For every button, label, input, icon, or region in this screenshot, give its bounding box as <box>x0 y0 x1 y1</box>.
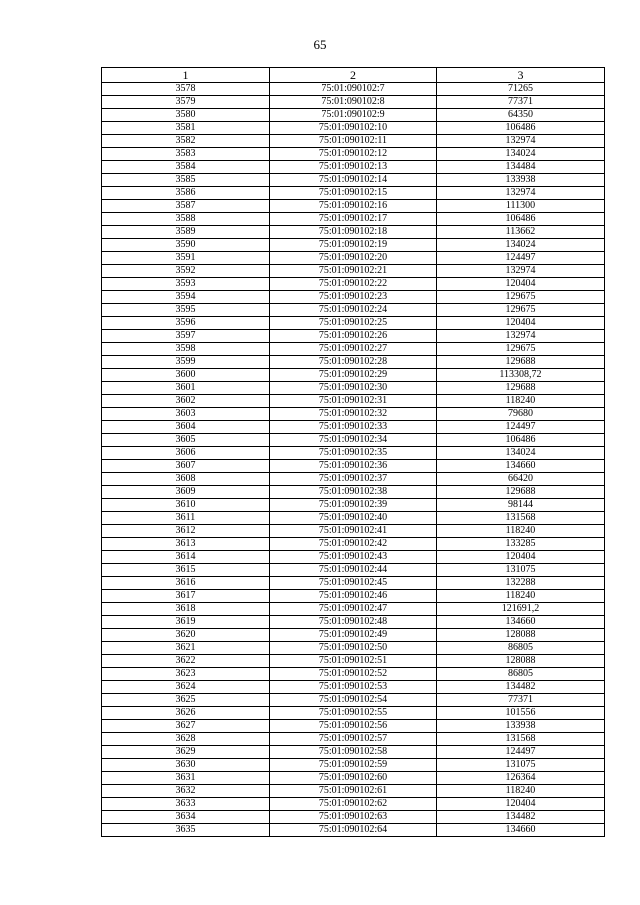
table-row <box>102 447 605 460</box>
row-number-cell: 3602 <box>102 395 270 408</box>
table-row <box>102 759 605 772</box>
table-row <box>102 187 605 200</box>
value-cell: 134660 <box>437 824 605 837</box>
row-number-cell: 3598 <box>102 343 270 356</box>
value-cell: 128088 <box>437 629 605 642</box>
cadastral-number-cell: 75:01:090102:56 <box>270 720 437 733</box>
value-cell: 132974 <box>437 330 605 343</box>
table-row <box>102 577 605 590</box>
cadastral-number-cell: 75:01:090102:37 <box>270 473 437 486</box>
row-number-cell: 3626 <box>102 707 270 720</box>
value-cell: 134482 <box>437 681 605 694</box>
value-cell: 134660 <box>437 616 605 629</box>
value-cell: 106486 <box>437 213 605 226</box>
table-row <box>102 330 605 343</box>
value-cell: 118240 <box>437 395 605 408</box>
row-number-cell: 3588 <box>102 213 270 226</box>
cadastral-number-cell: 75:01:090102:43 <box>270 551 437 564</box>
table-row <box>102 525 605 538</box>
row-number-cell: 3609 <box>102 486 270 499</box>
value-cell: 134024 <box>437 239 605 252</box>
value-cell: 126364 <box>437 772 605 785</box>
cadastral-number-cell: 75:01:090102:19 <box>270 239 437 252</box>
row-number-cell: 3582 <box>102 135 270 148</box>
row-number-cell: 3581 <box>102 122 270 135</box>
cadastral-number-cell: 75:01:090102:58 <box>270 746 437 759</box>
table-row <box>102 200 605 213</box>
row-number-cell: 3623 <box>102 668 270 681</box>
table-row <box>102 733 605 746</box>
cadastral-number-cell: 75:01:090102:24 <box>270 304 437 317</box>
cadastral-number-cell: 75:01:090102:35 <box>270 447 437 460</box>
cadastral-number-cell: 75:01:090102:12 <box>270 148 437 161</box>
value-cell: 71265 <box>437 83 605 96</box>
value-cell: 129675 <box>437 343 605 356</box>
row-number-cell: 3578 <box>102 83 270 96</box>
table-row <box>102 122 605 135</box>
value-cell: 106486 <box>437 122 605 135</box>
row-number-cell: 3628 <box>102 733 270 746</box>
cadastral-number-cell: 75:01:090102:36 <box>270 460 437 473</box>
table-row <box>102 499 605 512</box>
value-cell: 134484 <box>437 161 605 174</box>
value-cell: 111300 <box>437 200 605 213</box>
row-number-cell: 3599 <box>102 356 270 369</box>
value-cell: 132288 <box>437 577 605 590</box>
table-row <box>102 96 605 109</box>
table-row <box>102 603 605 616</box>
cadastral-number-cell: 75:01:090102:51 <box>270 655 437 668</box>
value-cell: 133285 <box>437 538 605 551</box>
value-cell: 77371 <box>437 96 605 109</box>
cadastral-number-cell: 75:01:090102:25 <box>270 317 437 330</box>
table-body <box>102 83 605 837</box>
table-row <box>102 148 605 161</box>
table-row <box>102 434 605 447</box>
table-row <box>102 772 605 785</box>
cadastral-number-cell: 75:01:090102:32 <box>270 408 437 421</box>
row-number-cell: 3595 <box>102 304 270 317</box>
table-row <box>102 707 605 720</box>
table-row <box>102 369 605 382</box>
table-row <box>102 395 605 408</box>
cadastral-number-cell: 75:01:090102:59 <box>270 759 437 772</box>
cadastral-number-cell: 75:01:090102:15 <box>270 187 437 200</box>
cadastral-number-cell: 75:01:090102:20 <box>270 252 437 265</box>
cadastral-number-cell: 75:01:090102:23 <box>270 291 437 304</box>
row-number-cell: 3630 <box>102 759 270 772</box>
cadastral-number-cell: 75:01:090102:13 <box>270 161 437 174</box>
row-number-cell: 3608 <box>102 473 270 486</box>
value-cell: 133938 <box>437 720 605 733</box>
cadastral-number-cell: 75:01:090102:8 <box>270 96 437 109</box>
cadastral-number-cell: 75:01:090102:14 <box>270 174 437 187</box>
table-row <box>102 629 605 642</box>
row-number-cell: 3622 <box>102 655 270 668</box>
cadastral-number-cell: 75:01:090102:57 <box>270 733 437 746</box>
row-number-cell: 3580 <box>102 109 270 122</box>
table-row <box>102 798 605 811</box>
value-cell: 120404 <box>437 278 605 291</box>
value-cell: 86805 <box>437 668 605 681</box>
cadastral-number-cell: 75:01:090102:33 <box>270 421 437 434</box>
cadastral-number-cell: 75:01:090102:53 <box>270 681 437 694</box>
value-cell: 128088 <box>437 655 605 668</box>
cadastral-number-cell: 75:01:090102:61 <box>270 785 437 798</box>
cadastral-number-cell: 75:01:090102:21 <box>270 265 437 278</box>
cadastral-number-cell: 75:01:090102:48 <box>270 616 437 629</box>
table-row <box>102 135 605 148</box>
cadastral-number-cell: 75:01:090102:47 <box>270 603 437 616</box>
table-row <box>102 642 605 655</box>
cadastral-number-cell: 75:01:090102:10 <box>270 122 437 135</box>
cadastral-number-cell: 75:01:090102:39 <box>270 499 437 512</box>
table-row <box>102 226 605 239</box>
value-cell: 98144 <box>437 499 605 512</box>
table-row <box>102 590 605 603</box>
value-cell: 64350 <box>437 109 605 122</box>
table-row <box>102 538 605 551</box>
row-number-cell: 3629 <box>102 746 270 759</box>
table-row <box>102 421 605 434</box>
table-row <box>102 720 605 733</box>
column-header-2: 2 <box>270 68 437 83</box>
table-row <box>102 213 605 226</box>
cadastral-number-cell: 75:01:090102:63 <box>270 811 437 824</box>
table-row <box>102 746 605 759</box>
table-row <box>102 785 605 798</box>
cadastral-number-cell: 75:01:090102:44 <box>270 564 437 577</box>
row-number-cell: 3635 <box>102 824 270 837</box>
table-row <box>102 668 605 681</box>
row-number-cell: 3587 <box>102 200 270 213</box>
table-row <box>102 161 605 174</box>
value-cell: 124497 <box>437 421 605 434</box>
cadastral-number-cell: 75:01:090102:40 <box>270 512 437 525</box>
value-cell: 124497 <box>437 252 605 265</box>
cadastral-number-cell: 75:01:090102:31 <box>270 395 437 408</box>
value-cell: 120404 <box>437 798 605 811</box>
cadastral-number-cell: 75:01:090102:28 <box>270 356 437 369</box>
table-row <box>102 564 605 577</box>
cadastral-number-cell: 75:01:090102:49 <box>270 629 437 642</box>
value-cell: 77371 <box>437 694 605 707</box>
row-number-cell: 3584 <box>102 161 270 174</box>
row-number-cell: 3631 <box>102 772 270 785</box>
cadastral-number-cell: 75:01:090102:62 <box>270 798 437 811</box>
cadastral-number-cell: 75:01:090102:42 <box>270 538 437 551</box>
row-number-cell: 3614 <box>102 551 270 564</box>
cadastral-number-cell: 75:01:090102:60 <box>270 772 437 785</box>
value-cell: 134024 <box>437 447 605 460</box>
cadastral-number-cell: 75:01:090102:41 <box>270 525 437 538</box>
table-row <box>102 486 605 499</box>
table-row <box>102 382 605 395</box>
cadastral-number-cell: 75:01:090102:11 <box>270 135 437 148</box>
table-row <box>102 252 605 265</box>
table-row <box>102 265 605 278</box>
value-cell: 134024 <box>437 148 605 161</box>
value-cell: 132974 <box>437 265 605 278</box>
value-cell: 132974 <box>437 135 605 148</box>
cadastral-number-cell: 75:01:090102:16 <box>270 200 437 213</box>
cadastral-number-cell: 75:01:090102:55 <box>270 707 437 720</box>
cadastral-number-cell: 75:01:090102:27 <box>270 343 437 356</box>
value-cell: 86805 <box>437 642 605 655</box>
row-number-cell: 3585 <box>102 174 270 187</box>
row-number-cell: 3613 <box>102 538 270 551</box>
value-cell: 131568 <box>437 733 605 746</box>
cadastral-number-cell: 75:01:090102:30 <box>270 382 437 395</box>
row-number-cell: 3627 <box>102 720 270 733</box>
row-number-cell: 3605 <box>102 434 270 447</box>
column-header-1: 1 <box>102 68 270 83</box>
table-row <box>102 278 605 291</box>
cadastral-number-cell: 75:01:090102:54 <box>270 694 437 707</box>
value-cell: 113662 <box>437 226 605 239</box>
cadastral-number-cell: 75:01:090102:9 <box>270 109 437 122</box>
row-number-cell: 3611 <box>102 512 270 525</box>
page-number: 65 <box>313 37 327 52</box>
row-number-cell: 3596 <box>102 317 270 330</box>
row-number-cell: 3589 <box>102 226 270 239</box>
value-cell: 129688 <box>437 382 605 395</box>
value-cell: 134482 <box>437 811 605 824</box>
value-cell: 129688 <box>437 486 605 499</box>
row-number-cell: 3594 <box>102 291 270 304</box>
value-cell: 121691,2 <box>437 603 605 616</box>
value-cell: 113308,72 <box>437 369 605 382</box>
cadastral-number-cell: 75:01:090102:26 <box>270 330 437 343</box>
cadastral-number-cell: 75:01:090102:34 <box>270 434 437 447</box>
row-number-cell: 3634 <box>102 811 270 824</box>
row-number-cell: 3610 <box>102 499 270 512</box>
cadastral-number-cell: 75:01:090102:64 <box>270 824 437 837</box>
table-row <box>102 694 605 707</box>
table-row <box>102 304 605 317</box>
header-row <box>102 68 605 83</box>
table-row <box>102 317 605 330</box>
value-cell: 120404 <box>437 317 605 330</box>
row-number-cell: 3612 <box>102 525 270 538</box>
value-cell: 131075 <box>437 759 605 772</box>
table-row <box>102 616 605 629</box>
data-table <box>101 67 605 837</box>
cadastral-number-cell: 75:01:090102:29 <box>270 369 437 382</box>
row-number-cell: 3625 <box>102 694 270 707</box>
row-number-cell: 3586 <box>102 187 270 200</box>
table-row <box>102 343 605 356</box>
value-cell: 118240 <box>437 590 605 603</box>
table-row <box>102 174 605 187</box>
table-row <box>102 655 605 668</box>
table-row <box>102 473 605 486</box>
table-row <box>102 551 605 564</box>
row-number-cell: 3624 <box>102 681 270 694</box>
cadastral-number-cell: 75:01:090102:38 <box>270 486 437 499</box>
table-row <box>102 291 605 304</box>
row-number-cell: 3617 <box>102 590 270 603</box>
row-number-cell: 3615 <box>102 564 270 577</box>
table-row <box>102 824 605 837</box>
value-cell: 79680 <box>437 408 605 421</box>
value-cell: 129675 <box>437 291 605 304</box>
row-number-cell: 3597 <box>102 330 270 343</box>
cadastral-number-cell: 75:01:090102:22 <box>270 278 437 291</box>
row-number-cell: 3606 <box>102 447 270 460</box>
value-cell: 133938 <box>437 174 605 187</box>
value-cell: 129688 <box>437 356 605 369</box>
row-number-cell: 3592 <box>102 265 270 278</box>
table-row <box>102 83 605 96</box>
row-number-cell: 3616 <box>102 577 270 590</box>
table-row <box>102 109 605 122</box>
row-number-cell: 3604 <box>102 421 270 434</box>
row-number-cell: 3607 <box>102 460 270 473</box>
row-number-cell: 3600 <box>102 369 270 382</box>
value-cell: 132974 <box>437 187 605 200</box>
value-cell: 134660 <box>437 460 605 473</box>
row-number-cell: 3618 <box>102 603 270 616</box>
value-cell: 106486 <box>437 434 605 447</box>
table-row <box>102 408 605 421</box>
row-number-cell: 3593 <box>102 278 270 291</box>
table-row <box>102 512 605 525</box>
row-number-cell: 3590 <box>102 239 270 252</box>
row-number-cell: 3632 <box>102 785 270 798</box>
cadastral-number-cell: 75:01:090102:52 <box>270 668 437 681</box>
cadastral-number-cell: 75:01:090102:50 <box>270 642 437 655</box>
column-header-3: 3 <box>437 68 605 83</box>
cadastral-number-cell: 75:01:090102:7 <box>270 83 437 96</box>
cadastral-number-cell: 75:01:090102:17 <box>270 213 437 226</box>
row-number-cell: 3591 <box>102 252 270 265</box>
table-row <box>102 239 605 252</box>
row-number-cell: 3619 <box>102 616 270 629</box>
value-cell: 120404 <box>437 551 605 564</box>
value-cell: 131075 <box>437 564 605 577</box>
table-row <box>102 460 605 473</box>
value-cell: 101556 <box>437 707 605 720</box>
cadastral-number-cell: 75:01:090102:46 <box>270 590 437 603</box>
table-row <box>102 681 605 694</box>
row-number-cell: 3583 <box>102 148 270 161</box>
row-number-cell: 3579 <box>102 96 270 109</box>
value-cell: 118240 <box>437 785 605 798</box>
row-number-cell: 3620 <box>102 629 270 642</box>
cadastral-number-cell: 75:01:090102:18 <box>270 226 437 239</box>
table-row <box>102 811 605 824</box>
value-cell: 129675 <box>437 304 605 317</box>
table-row <box>102 356 605 369</box>
value-cell: 66420 <box>437 473 605 486</box>
row-number-cell: 3621 <box>102 642 270 655</box>
row-number-cell: 3633 <box>102 798 270 811</box>
value-cell: 124497 <box>437 746 605 759</box>
row-number-cell: 3603 <box>102 408 270 421</box>
row-number-cell: 3601 <box>102 382 270 395</box>
cadastral-number-cell: 75:01:090102:45 <box>270 577 437 590</box>
value-cell: 131568 <box>437 512 605 525</box>
value-cell: 118240 <box>437 525 605 538</box>
